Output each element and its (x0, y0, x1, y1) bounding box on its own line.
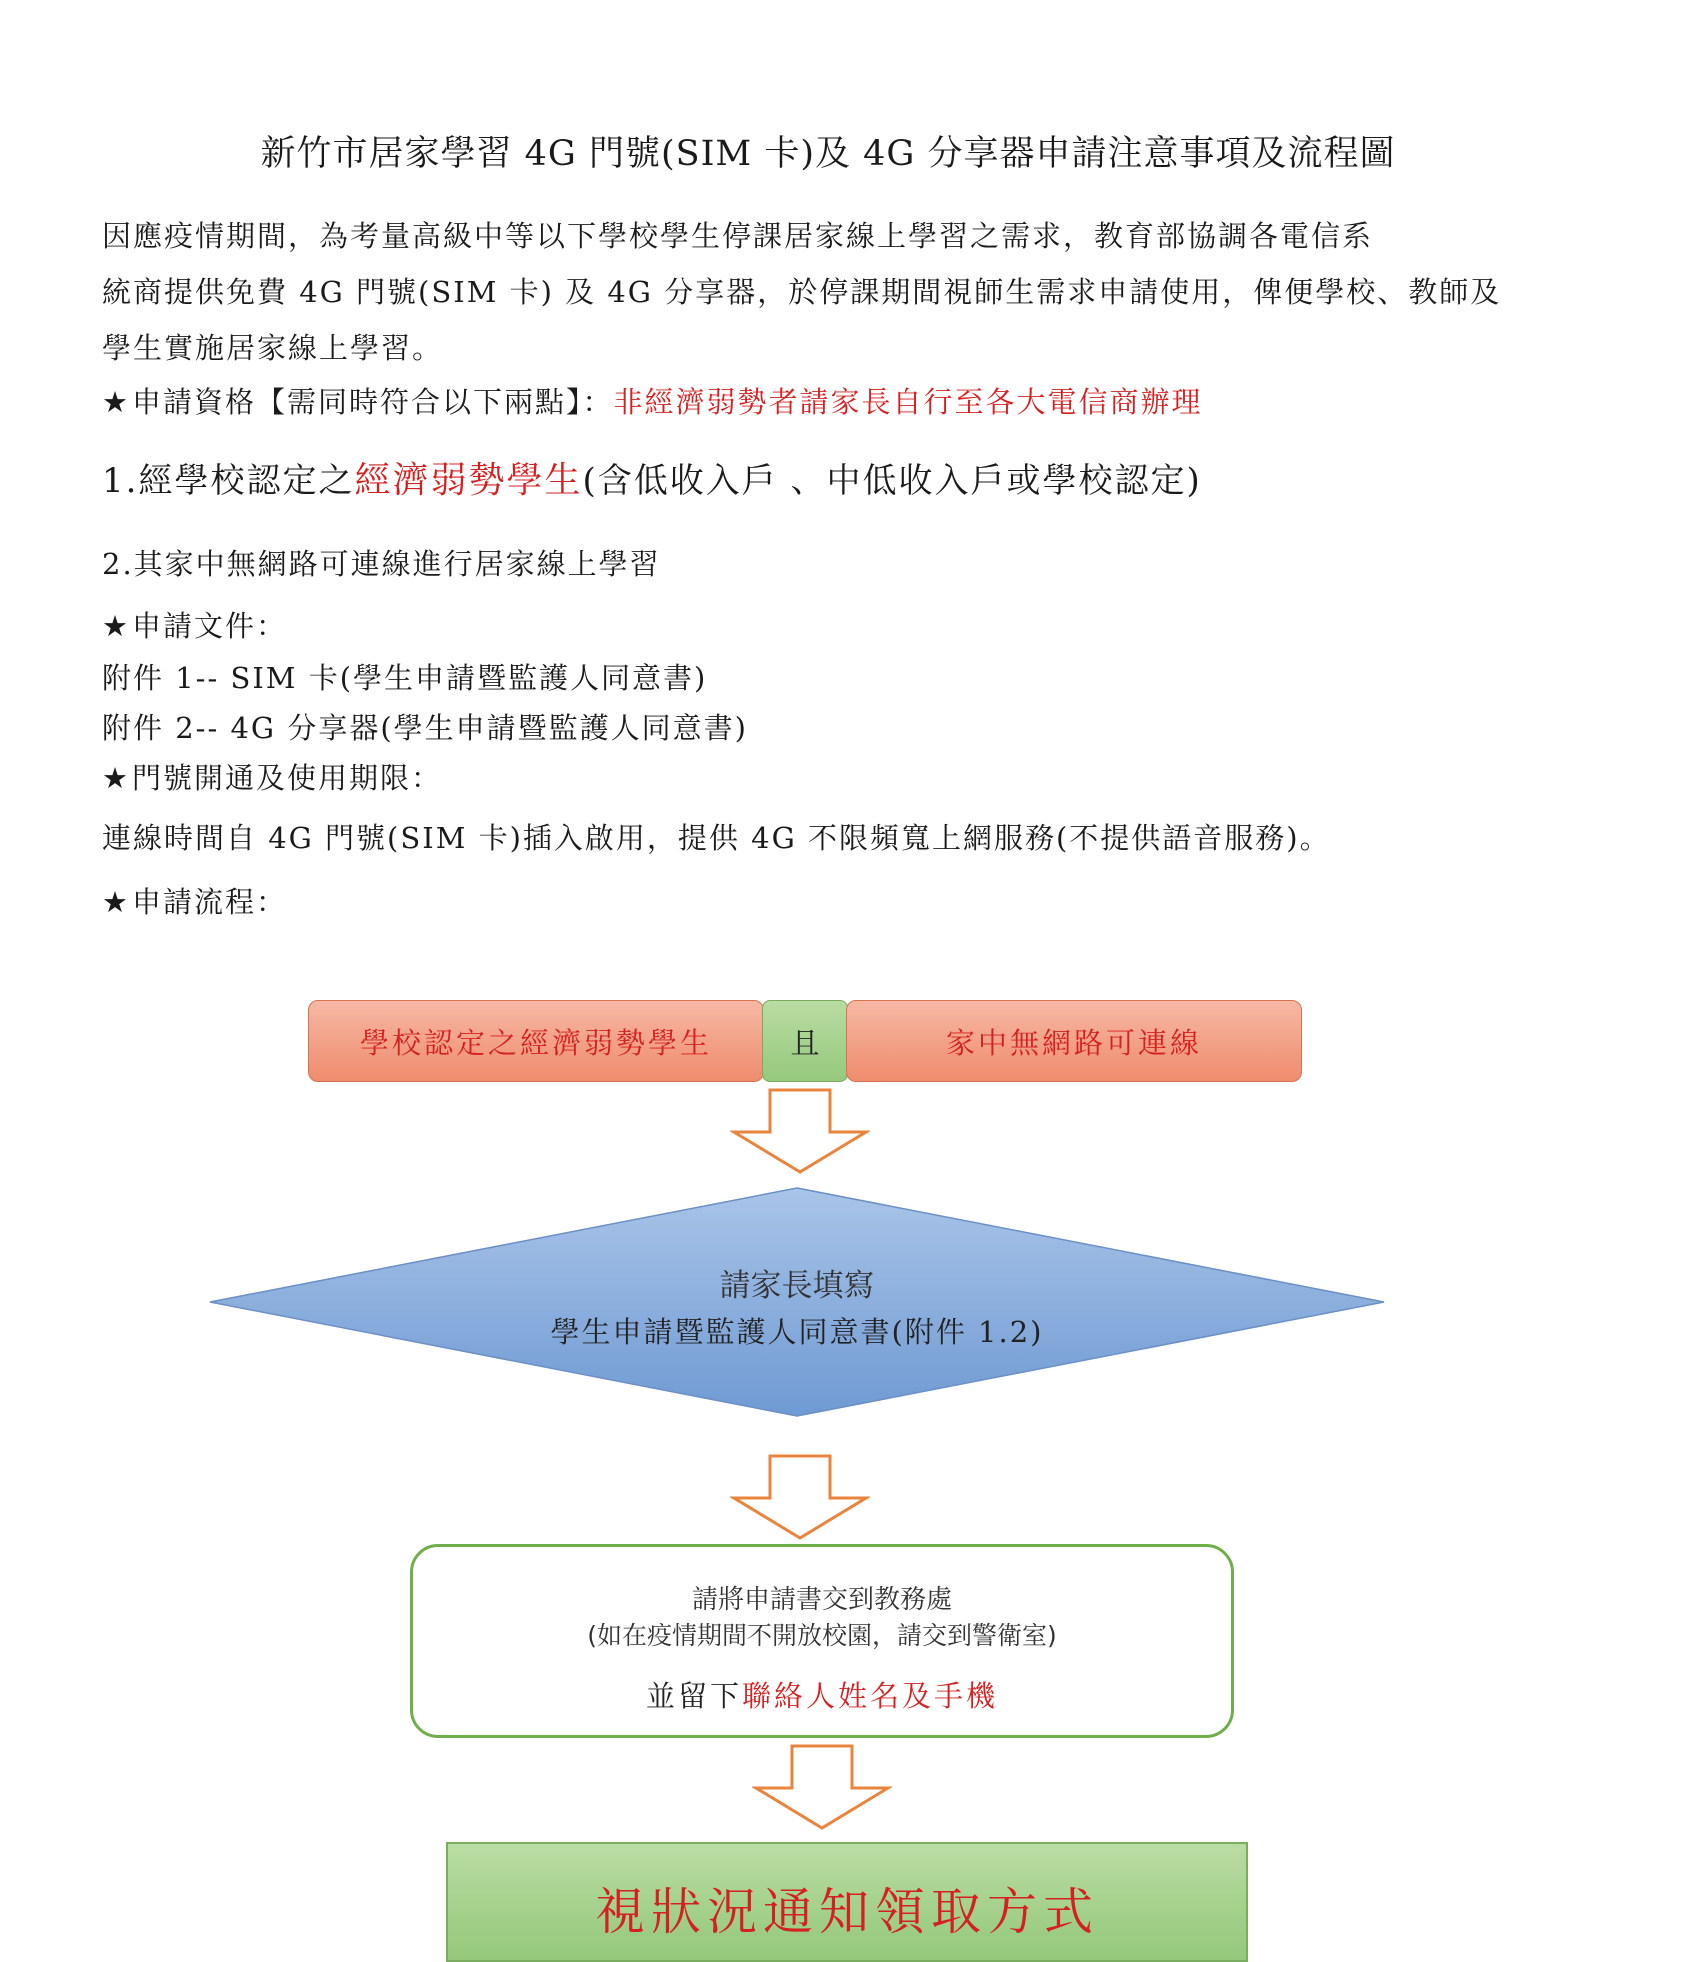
diamond-line-2: 學生申請暨監護人同意書(附件 1.2) (550, 1315, 1044, 1349)
condition-and-box: 且 (762, 1000, 848, 1082)
eligibility-item-1 (102, 452, 1202, 503)
star-icon: ★ (102, 885, 130, 919)
attachment-1: 附件 1-- SIM 卡(學生申請暨監護人同意書) (102, 661, 708, 695)
intro-line-2: 統商提供免費 4G 門號(SIM 卡) 及 4G 分享器，於停課期間視師生需求申請使用，俾便學校、教師及 (102, 275, 1502, 309)
down-arrow-icon (752, 1744, 892, 1830)
eligibility-heading-row (102, 380, 1203, 421)
eligibility-item-2: 2.其家中無網路可連線進行居家線上學習 (102, 547, 661, 581)
diamond-line-1: 請家長填寫 (719, 1268, 875, 1304)
star-icon: ★ (102, 609, 130, 643)
down-arrow-icon (730, 1088, 870, 1174)
condition-box-left: 學校認定之經濟弱勢學生 (308, 1000, 764, 1082)
intro-line-3: 學生實施居家線上學習。 (102, 331, 444, 365)
down-arrow-icon (730, 1454, 870, 1540)
submit-line-3-highlight: 聯絡人姓名及手機 (742, 1679, 999, 1713)
documents-heading-row (102, 604, 287, 645)
submit-line-3 (410, 1674, 1234, 1715)
item1-highlight: 經濟弱勢學生 (354, 460, 583, 501)
activation-text: 連線時間自 4G 門號(SIM 卡)插入啟用，提供 4G 不限頻寬上網服務(不提供語音服務)。 (102, 821, 1331, 855)
process-heading: 申請流程： (132, 885, 288, 919)
attachment-2: 附件 2-- 4G 分享器(學生申請暨監護人同意書) (102, 711, 748, 745)
item1-prefix: 1.經學校認定之 (102, 461, 355, 501)
page-title: 新竹市居家學習 4G 門號(SIM 卡)及 4G 分享器申請注意事項及流程圖 (260, 134, 1396, 174)
submit-line-3-prefix: 並留下 (645, 1679, 742, 1713)
condition-box-right: 家中無網路可連線 (846, 1000, 1302, 1082)
star-icon: ★ (102, 761, 130, 795)
submit-line-2: (如在疫情期間不開放校園，請交到警衛室) (587, 1621, 1057, 1650)
star-icon: ★ (102, 385, 130, 419)
activation-heading: 門號開通及使用期限： (132, 761, 443, 795)
eligibility-note: 非經濟弱勢者請家長自行至各大電信商辦理 (613, 385, 1203, 419)
documents-heading: 申請文件： (132, 609, 288, 643)
intro-line-1: 因應疫情期間，為考量高級中等以下學校學生停課居家線上學習之需求，教育部協調各電信系 (102, 219, 1374, 253)
submit-line-1: 請將申請書交到教務處 (691, 1585, 952, 1615)
activation-heading-row (102, 756, 442, 797)
notify-text: 視狀況通知領取方式 (595, 1883, 1099, 1941)
process-heading-row (102, 880, 287, 921)
item1-suffix: (含低收入戶 、中低收入戶或學校認定) (582, 461, 1202, 501)
eligibility-heading: 申請資格【需同時符合以下兩點】： (132, 385, 614, 419)
